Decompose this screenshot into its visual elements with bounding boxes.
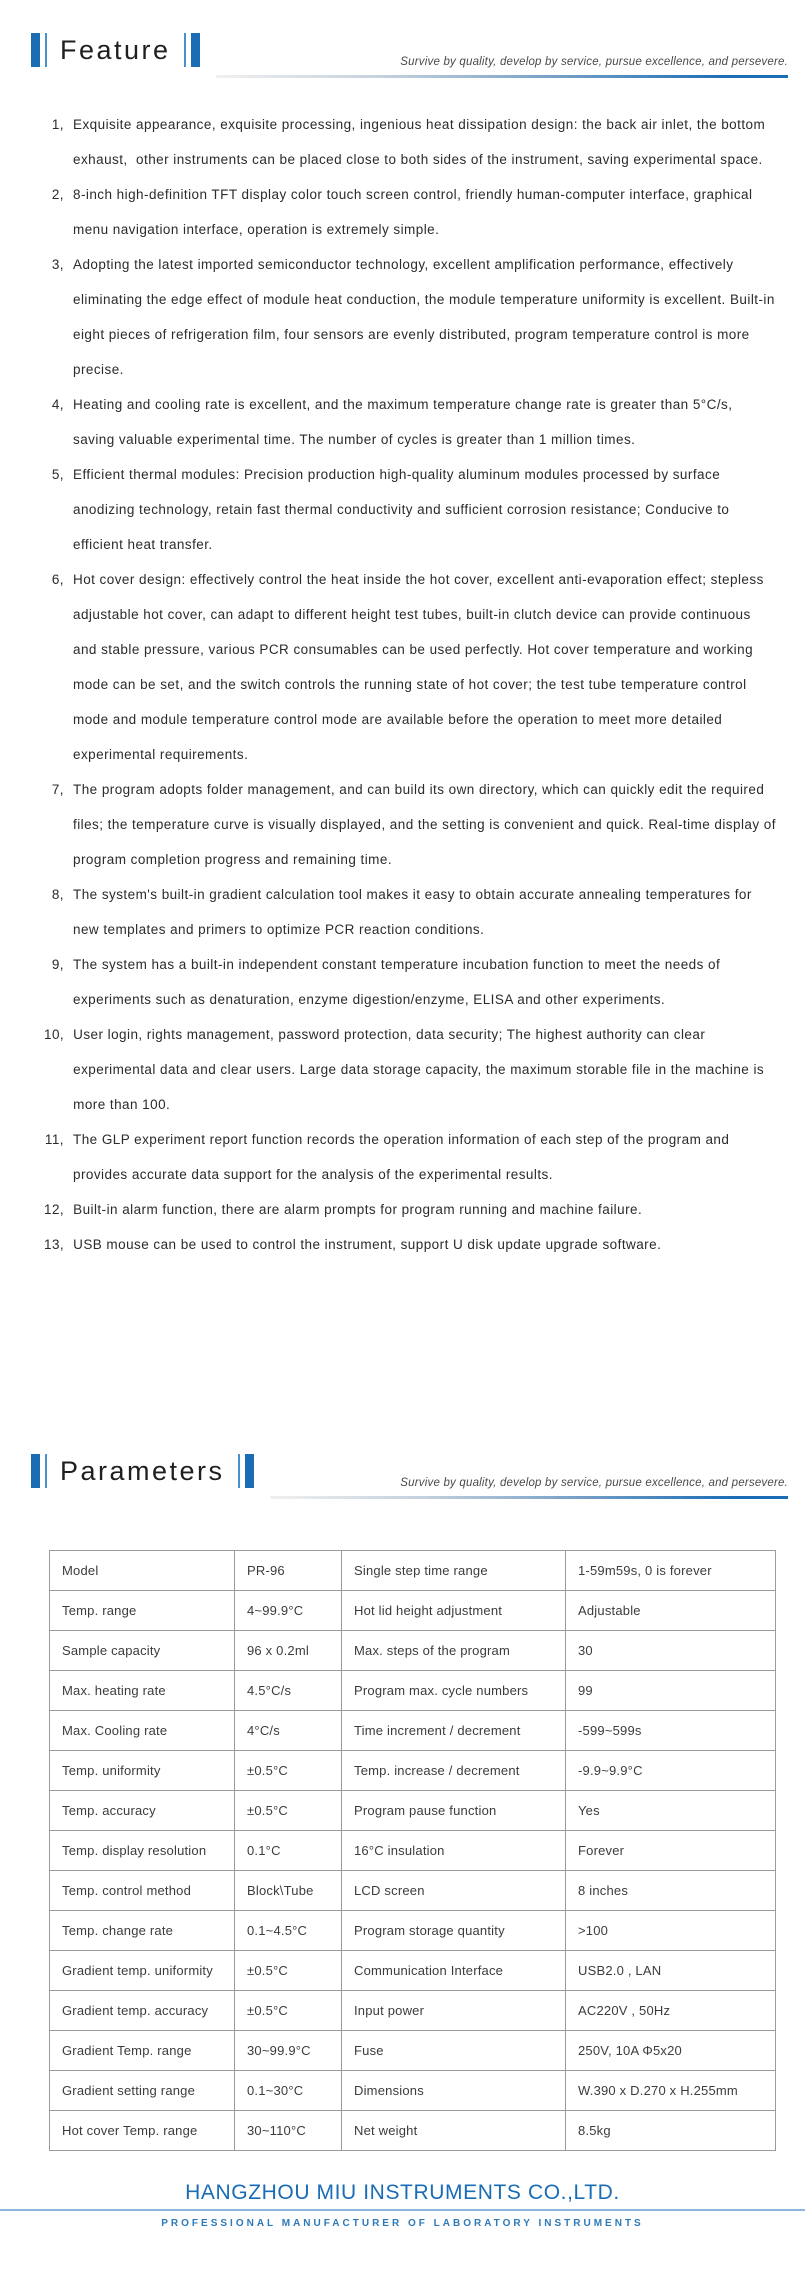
param-value-right: W.390 x D.270 x H.255mm xyxy=(566,2071,776,2111)
param-label-right: Single step time range xyxy=(342,1551,566,1591)
param-value-right: 250V, 10A Φ5x20 xyxy=(566,2031,776,2071)
param-label-right: Fuse xyxy=(342,2031,566,2071)
param-value-right: -9.9~9.9°C xyxy=(566,1751,776,1791)
feature-item-number: 13 , xyxy=(44,1227,64,1262)
feature-tagline: Survive by quality, develop by service, pursue excellence, and persevere. xyxy=(400,56,788,68)
feature-list-item xyxy=(44,947,777,1017)
param-label-left: Temp. control method xyxy=(50,1871,235,1911)
param-value-left: ±0.5°C xyxy=(235,1791,342,1831)
feature-item-text: The program adopts folder management, and can build its own directory, which can quickly edit the required files; the temperature curve is visually displayed, and the setting is convenient and quick. Real-time display of program completion progress and remaining time. xyxy=(73,782,781,867)
title-bar-thin-left xyxy=(45,1454,47,1488)
param-value-right: Adjustable xyxy=(566,1591,776,1631)
param-label-right: Max. steps of the program xyxy=(342,1631,566,1671)
param-label-left: Max. heating rate xyxy=(50,1671,235,1711)
title-bar-thin-left xyxy=(45,33,47,67)
feature-title-block xyxy=(31,33,200,67)
param-value-right: 8.5kg xyxy=(566,2111,776,2151)
feature-list-item xyxy=(44,247,780,387)
param-value-right: 99 xyxy=(566,1671,776,1711)
param-value-left: 4.5°C/s xyxy=(235,1671,342,1711)
feature-item-text: The GLP experiment report function records the operation information of each step of the program and provides accurate data support for the analysis of the experimental results. xyxy=(73,1132,734,1182)
feature-list-item xyxy=(44,387,777,457)
param-label-right: Program max. cycle numbers xyxy=(342,1671,566,1711)
parameters-gradient-rule xyxy=(270,1496,788,1499)
param-value-left: 96 x 0.2ml xyxy=(235,1631,342,1671)
param-label-right: Temp. increase / decrement xyxy=(342,1751,566,1791)
feature-item-number: 11 , xyxy=(44,1122,64,1157)
param-label-left: Gradient temp. accuracy xyxy=(50,1991,235,2031)
parameters-table-row xyxy=(50,2031,776,2071)
param-label-left: Model xyxy=(50,1551,235,1591)
feature-item-text: The system has a built-in independent constant temperature incubation function to meet the needs of experiments such as denaturation, enzyme digestion/enzyme, ELISA and other experiments. xyxy=(73,957,725,1007)
title-bar-thick-left xyxy=(31,1454,40,1488)
param-value-left: Block\Tube xyxy=(235,1871,342,1911)
param-value-right: 8 inches xyxy=(566,1871,776,1911)
param-value-left: 0.1~4.5°C xyxy=(235,1911,342,1951)
param-value-left: ±0.5°C xyxy=(235,1951,342,1991)
title-bar-thick-right xyxy=(191,33,200,67)
feature-list-item xyxy=(44,1017,777,1122)
parameters-table-row xyxy=(50,2111,776,2151)
footer-rule xyxy=(0,2209,805,2211)
param-value-right: -599~599s xyxy=(566,1711,776,1751)
feature-item-text: 8-inch high-definition TFT display color touch screen control, friendly human-computer interface, graphical menu navigation interface, operation is extremely simple. xyxy=(73,187,757,237)
parameters-table-row xyxy=(50,1551,776,1591)
parameters-table-row xyxy=(50,1831,776,1871)
param-label-right: Net weight xyxy=(342,2111,566,2151)
feature-item-number: 1 , xyxy=(44,107,64,142)
param-value-left: 4°C/s xyxy=(235,1711,342,1751)
feature-item-number: 4 , xyxy=(44,387,64,422)
param-value-right: 1-59m59s, 0 is forever xyxy=(566,1551,776,1591)
feature-list-item xyxy=(44,1122,777,1192)
param-value-right: 30 xyxy=(566,1631,776,1671)
feature-header-right xyxy=(216,56,788,78)
param-label-right: Program pause function xyxy=(342,1791,566,1831)
feature-section-header xyxy=(31,33,788,67)
param-label-left: Sample capacity xyxy=(50,1631,235,1671)
parameters-section-title: Parameters xyxy=(60,1455,225,1486)
parameters-table-row xyxy=(50,1951,776,1991)
param-label-right: Program storage quantity xyxy=(342,1911,566,1951)
title-bar-thin-right xyxy=(238,1454,240,1488)
param-value-right: Forever xyxy=(566,1831,776,1871)
param-value-left: ±0.5°C xyxy=(235,1751,342,1791)
param-value-left: 30~110°C xyxy=(235,2111,342,2151)
param-value-left: PR-96 xyxy=(235,1551,342,1591)
param-label-right: Hot lid height adjustment xyxy=(342,1591,566,1631)
feature-item-text: USB mouse can be used to control the instrument, support U disk update upgrade software. xyxy=(73,1237,662,1252)
parameters-section xyxy=(0,1440,805,2151)
feature-item-number: 3 , xyxy=(44,247,64,282)
parameters-table-row xyxy=(50,2071,776,2111)
param-label-right: Time increment / decrement xyxy=(342,1711,566,1751)
parameters-table-row xyxy=(50,1711,776,1751)
param-value-left: 0.1°C xyxy=(235,1831,342,1871)
feature-list-item xyxy=(44,457,777,562)
feature-item-number: 9 , xyxy=(44,947,64,982)
param-value-left: 30~99.9°C xyxy=(235,2031,342,2071)
parameters-table-row xyxy=(50,1791,776,1831)
param-label-left: Gradient Temp. range xyxy=(50,2031,235,2071)
feature-item-text: Heating and cooling rate is excellent, and the maximum temperature change rate is greater than 5°C/s, saving valuable experimental time. The number of cycles is greater than 1 million times. xyxy=(73,397,737,447)
feature-item-text: Built-in alarm function, there are alarm prompts for program running and machine failure. xyxy=(73,1202,643,1217)
feature-list-item xyxy=(44,1192,777,1227)
title-bar-thick-right xyxy=(245,1454,254,1488)
feature-item-text: Efficient thermal modules: Precision production high-quality aluminum modules processed by surface anodizing technology, retain fast thermal conductivity and sufficient corrosion resistance; Conducive to efficient heat transfer. xyxy=(73,467,734,552)
feature-item-text: Adopting the latest imported semiconductor technology, excellent amplification performance, effectively eliminating the edge effect of module heat conduction, the module temperature uniformity is excellent. Built-in eight pieces of refrigeration film, four sensors are evenly distributed, program temperature control is more precise. xyxy=(73,257,780,377)
feature-item-text: Exquisite appearance, exquisite processing, ingenious heat dissipation design: the back air inlet, the bottom exhaust, other instruments can be placed close to both sides of the instrument, saving experimental space. xyxy=(73,117,770,167)
feature-section-title: Feature xyxy=(60,34,171,65)
parameters-section-header xyxy=(31,1454,788,1488)
parameters-header-right xyxy=(270,1477,788,1499)
param-value-left: 0.1~30°C xyxy=(235,2071,342,2111)
feature-list-item xyxy=(44,877,777,947)
parameters-table-row xyxy=(50,1631,776,1671)
feature-item-number: 10 , xyxy=(44,1017,64,1052)
param-label-right: Dimensions xyxy=(342,2071,566,2111)
feature-list-item xyxy=(44,772,781,877)
title-bar-thin-right xyxy=(184,33,186,67)
feature-item-number: 7 , xyxy=(44,772,64,807)
param-label-left: Temp. display resolution xyxy=(50,1831,235,1871)
param-value-left: ±0.5°C xyxy=(235,1991,342,2031)
feature-item-text: User login, rights management, password protection, data security; The highest authority can clear experimental data and clear users. Large data storage capacity, the maximum storable file in the machine is more than 100. xyxy=(73,1027,769,1112)
parameters-table-row xyxy=(50,1591,776,1631)
feature-item-text: Hot cover design: effectively control the heat inside the hot cover, excellent anti-evaporation effect; stepless adjustable hot cover, can adapt to different height test tubes, built-in clutch device can provide continuous and stable pressure, various PCR consumables can be used perfectly. Hot cover temperature and working mode can be set, and the switch controls the running state of hot cover; the test tube temperature control mode and module temperature control mode are available before the operation to meet more detailed experimental requirements. xyxy=(73,572,768,762)
param-label-left: Temp. accuracy xyxy=(50,1791,235,1831)
feature-gradient-rule xyxy=(216,75,788,78)
parameters-table-row xyxy=(50,1991,776,2031)
feature-item-number: 8 , xyxy=(44,877,64,912)
param-label-right: 16°C insulation xyxy=(342,1831,566,1871)
title-bar-thick-left xyxy=(31,33,40,67)
param-value-right: AC220V , 50Hz xyxy=(566,1991,776,2031)
param-value-right: Yes xyxy=(566,1791,776,1831)
feature-list-item xyxy=(44,562,777,772)
param-label-right: Input power xyxy=(342,1991,566,2031)
parameters-table xyxy=(49,1550,776,2151)
feature-list-item xyxy=(44,107,777,177)
feature-item-number: 5 , xyxy=(44,457,64,492)
param-label-right: LCD screen xyxy=(342,1871,566,1911)
param-label-left: Max. Cooling rate xyxy=(50,1711,235,1751)
company-name: HANGZHOU MIU INSTRUMENTS CO.,LTD. xyxy=(185,2181,620,2204)
param-value-right: USB2.0 , LAN xyxy=(566,1951,776,1991)
feature-list-item xyxy=(44,177,777,247)
parameters-table-row xyxy=(50,1671,776,1711)
feature-item-number: 6 , xyxy=(44,562,64,597)
param-value-left: 4~99.9°C xyxy=(235,1591,342,1631)
feature-item-number: 12 , xyxy=(44,1192,64,1227)
footer xyxy=(0,2180,805,2229)
param-label-left: Gradient setting range xyxy=(50,2071,235,2111)
parameters-table-row xyxy=(50,1911,776,1951)
feature-list-item xyxy=(44,1227,777,1262)
param-label-right: Communication Interface xyxy=(342,1951,566,1991)
parameters-title-block xyxy=(31,1454,254,1488)
parameters-tagline: Survive by quality, develop by service, pursue excellence, and persevere. xyxy=(400,1477,788,1489)
param-label-left: Gradient temp. uniformity xyxy=(50,1951,235,1991)
feature-item-number: 2 , xyxy=(44,177,64,212)
feature-item-text: The system's built-in gradient calculation tool makes it easy to obtain accurate annealing temperatures for new templates and primers to optimize PCR reaction conditions. xyxy=(73,887,757,937)
param-label-left: Hot cover Temp. range xyxy=(50,2111,235,2151)
param-value-right: >100 xyxy=(566,1911,776,1951)
parameters-table-row xyxy=(50,1871,776,1911)
param-label-left: Temp. change rate xyxy=(50,1911,235,1951)
footer-subtitle: PROFESSIONAL MANUFACTURER OF LABORATORY INSTRUMENTS xyxy=(161,2218,644,2229)
parameters-table-row xyxy=(50,1751,776,1791)
feature-list xyxy=(44,107,781,1262)
param-label-left: Temp. uniformity xyxy=(50,1751,235,1791)
param-label-left: Temp. range xyxy=(50,1591,235,1631)
